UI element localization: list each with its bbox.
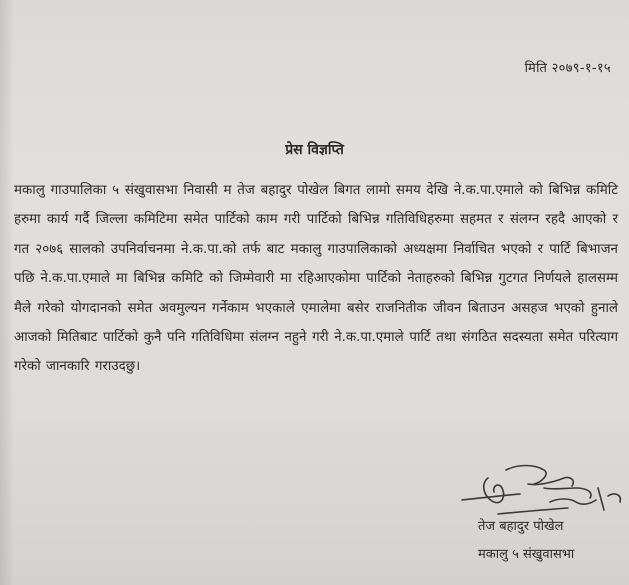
date-line: मिति २०७९-१-१५ (524, 61, 611, 76)
press-release-body: मकालु गाउपालिका ५ संखुवासभा निवासी म तेज बहादुर पोखेल बिगत लामो समय देखि ने.क.पा.एमाले को बिभिन्न कमिटि हरुमा कार्य गर्दै जिल्ला कमिटिमा समेत पार्टिको काम गरी पार्टिको बिभिन्न गतिविधिहरुमा सहमत र संलग्न रहदै आएको र गत २०७६ सालको उपनिर्वाचनमा ने.क.पा.को तर्फ बाट मकालु गाउपालिकाको अध्यक्षमा निर्वाचित भएको र पार्टि बिभाजन पछि ने.क.पा.एमाले मा बिभिन्न कमिटि को जिम्मेवारी मा रहिआएकोमा पार्टिको नेताहरुको बिभिन्न गुटगत निर्णयले हालसम्म मैले गरेको योगदानको समेत अवमुल्यन गर्नेकाम भएकाले एमालेमा बसेर राजनितीक जीवन बिताउन असहज भएको हुनाले आजको मितिबाट पार्टिको कुनै पनि गतिविधिमा संलग्न नहुने गरी ने.क.पा.एमाले पार्टि तथा संगठित सदस्यता समेत परित्याग गरेको जानकारि गराउदछु। (14, 183, 618, 375)
signer-name: तेज बहादुर पोखेल (478, 519, 564, 534)
signer-address: मकालु ५ संखुवासभा (478, 547, 575, 562)
press-release-heading: प्रेस विज्ञप्ति (285, 142, 344, 158)
